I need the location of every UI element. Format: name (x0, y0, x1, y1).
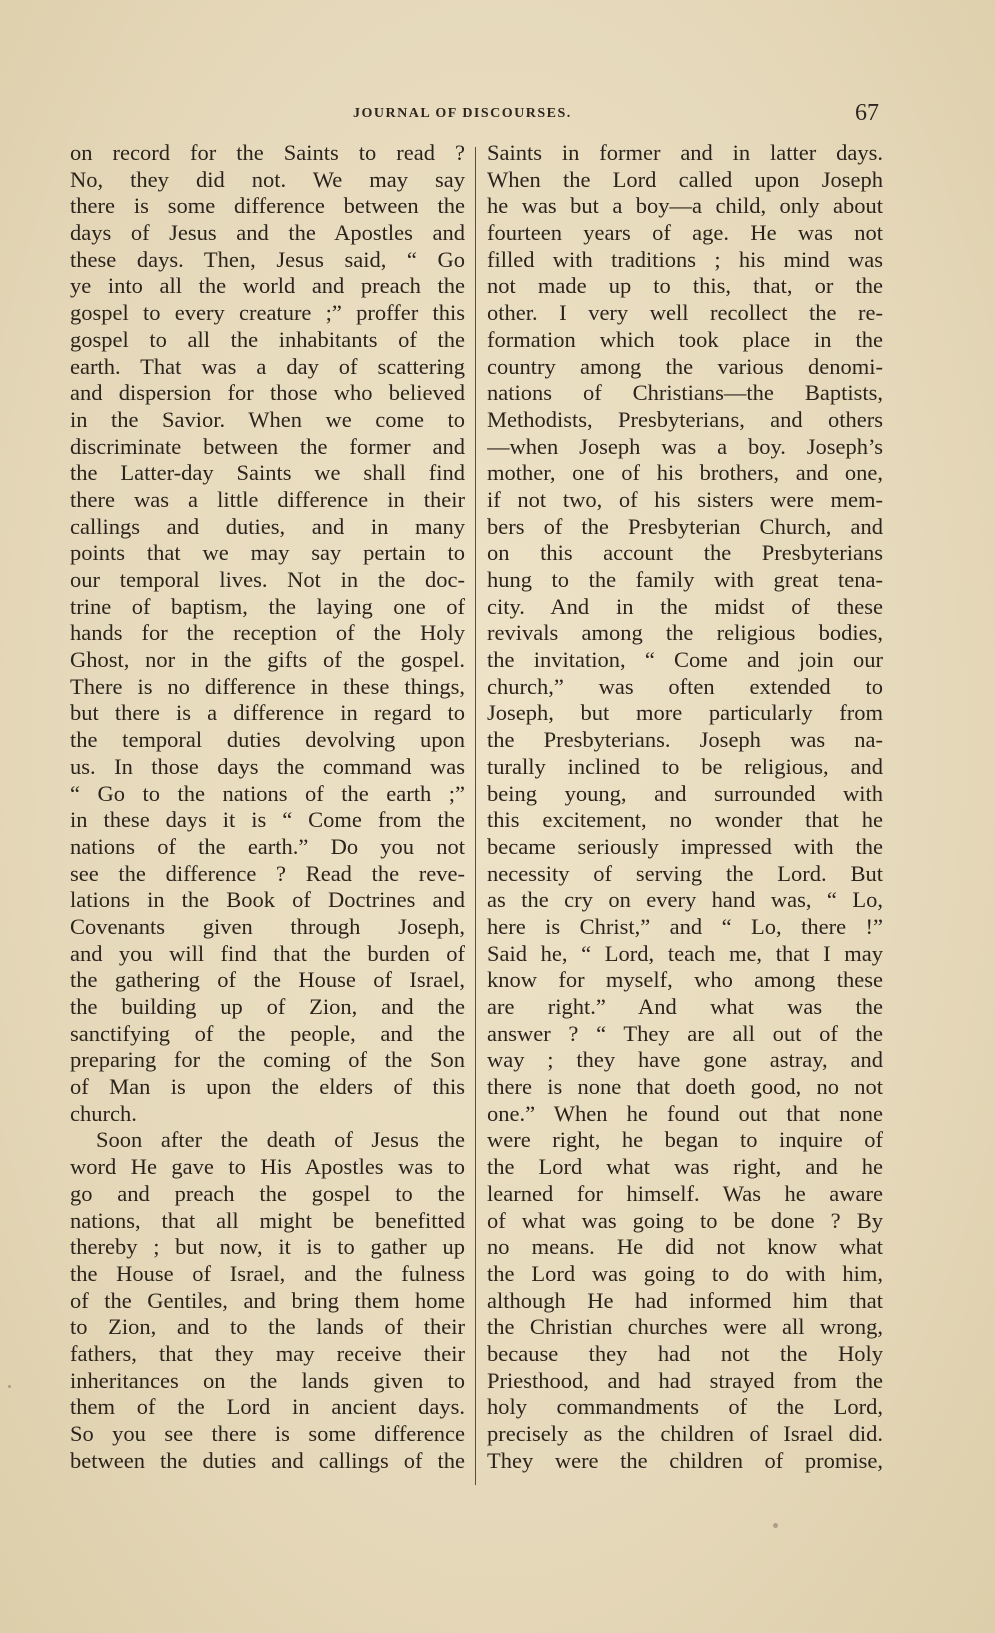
text-line: as the cry on every hand was, “ Lo, (487, 887, 883, 913)
running-title: JOURNAL OF DISCOURSES. (353, 106, 572, 121)
text-line: because they had not the Holy (487, 1340, 883, 1366)
text-line: the Presbyterians. Joseph was na- (487, 727, 883, 753)
text-line: Joseph, but more particularly from (487, 700, 883, 726)
text-line: “ Go to the nations of the earth ;” (70, 780, 465, 806)
text-line: in the Savior. When we come to (70, 406, 465, 432)
text-line: not made up to this, that, or the (487, 273, 883, 299)
text-line: When the Lord called upon Joseph (487, 166, 883, 192)
text-line: but there is a difference in regard to (70, 700, 465, 726)
text-line: the invitation, “ Come and join our (487, 647, 883, 673)
text-line: there was a little difference in their (70, 486, 465, 512)
text-line: Priesthood, and had strayed from the (487, 1367, 883, 1393)
text-line: of Man is upon the elders of this (70, 1074, 465, 1100)
text-line: precisely as the children of Israel did. (487, 1421, 883, 1446)
text-line: the Lord was going to do with him, (487, 1260, 883, 1286)
text-line: holy commandments of the Lord, (487, 1394, 883, 1420)
text-line: answer ? “ They are all out of the (487, 1020, 883, 1046)
text-line: although He had informed him that (487, 1287, 883, 1313)
text-line: this excitement, no wonder that he (487, 807, 883, 833)
text-line: fourteen years of age. He was not (487, 220, 883, 246)
text-line: hands for the reception of the Holy (70, 620, 465, 646)
text-line: became seriously impressed with the (487, 833, 883, 859)
text-line: necessity of serving the Lord. But (487, 860, 883, 886)
text-line: of the Gentiles, and bring them home (70, 1287, 465, 1313)
text-line: and dispersion for those who believed (70, 380, 465, 406)
right-column (487, 140, 883, 1474)
text-line: sanctifying of the people, and the (70, 1020, 465, 1046)
text-line: the House of Israel, and the fulness (70, 1260, 465, 1286)
text-line: there is some difference between the (70, 193, 465, 219)
text-line: no means. He did not know what (487, 1234, 883, 1260)
text-line: formation which took place in the (487, 326, 883, 352)
text-line: Soon after the death of Jesus the (96, 1127, 465, 1153)
text-line: word He gave to His Apostles was to (70, 1154, 465, 1180)
text-line: gospel to every creature ;” proffer this (70, 300, 465, 326)
text-line: the gathering of the House of Israel, (70, 967, 465, 993)
text-line: us. In those days the command was (70, 753, 465, 779)
text-line: on record for the Saints to read ? (70, 140, 465, 165)
text-line: them of the Lord in ancient days. (70, 1394, 465, 1420)
text-line: of what was going to be done ? By (487, 1207, 883, 1233)
text-line: mother, one of his brothers, and one, (487, 460, 883, 486)
text-line: on this account the Presbyterians (487, 540, 883, 566)
text-line: he was but a boy—a child, only about (487, 193, 883, 219)
text-line: Ghost, nor in the gifts of the gospel. (70, 647, 465, 673)
text-line: earth. That was a day of scattering (70, 353, 465, 379)
text-line: gospel to all the inhabitants of the (70, 326, 465, 352)
text-line: city. And in the midst of these (487, 593, 883, 619)
text-line: discriminate between the former and (70, 433, 465, 459)
text-line: church,” was often extended to (487, 673, 883, 699)
text-line: in these days it is “ Come from the (70, 807, 465, 833)
text-line: callings and duties, and in many (70, 513, 465, 539)
text-line: were right, he began to inquire of (487, 1127, 883, 1153)
text-line: trine of baptism, the laying one of (70, 593, 465, 619)
text-line: the Christian churches were all wrong, (487, 1314, 883, 1340)
text-line: lations in the Book of Doctrines and (70, 887, 465, 913)
text-line: church. (70, 1100, 137, 1126)
text-line: to Zion, and to the lands of their (70, 1314, 465, 1340)
text-line: points that we may say pertain to (70, 540, 465, 566)
text-line: Said he, “ Lord, teach me, that I may (487, 940, 883, 966)
text-line: nations, that all might be benefitted (70, 1207, 465, 1233)
text-line: other. I very well recollect the re- (487, 300, 883, 326)
text-line: our temporal lives. Not in the doc- (70, 567, 465, 592)
text-line: know for myself, who among these (487, 967, 883, 993)
column-divider (475, 147, 476, 1485)
text-line: if not two, of his sisters were mem- (487, 486, 883, 512)
text-line: —when Joseph was a boy. Joseph’s (487, 433, 883, 459)
text-line: the building up of Zion, and the (70, 994, 465, 1019)
text-line: hung to the family with great tena- (487, 567, 883, 592)
text-line: the temporal duties devolving upon (70, 727, 465, 753)
text-line: between the duties and callings of the (70, 1447, 465, 1473)
page-number: 67 (855, 100, 879, 126)
text-line: go and preach the gospel to the (70, 1180, 465, 1206)
text-line: here is Christ,” and “ Lo, there !” (487, 913, 883, 939)
text-line: one.” When he found out that none (487, 1100, 883, 1126)
text-line: preparing for the coming of the Son (70, 1047, 465, 1073)
text-line: Methodists, Presbyterians, and others (487, 406, 883, 432)
text-line: nations of Christians—the Baptists, (487, 380, 883, 406)
paper-speck (773, 1523, 778, 1528)
text-line: inheritances on the lands given to (70, 1367, 465, 1393)
text-line: Covenants given through Joseph, (70, 913, 465, 939)
text-line: ye into all the world and preach the (70, 273, 465, 299)
text-line: these days. Then, Jesus said, “ Go (70, 246, 465, 272)
text-line: being young, and surrounded with (487, 780, 883, 806)
text-line: revivals among the religious bodies, (487, 620, 883, 646)
text-line: No, they did not. We may say (70, 166, 465, 192)
text-line: learned for himself. Was he aware (487, 1180, 883, 1206)
text-line: the Latter-day Saints we shall find (70, 460, 465, 486)
text-line: They were the children of promise, (487, 1447, 883, 1473)
text-line: turally inclined to be religious, and (487, 753, 883, 779)
text-line: way ; they have gone astray, and (487, 1047, 883, 1073)
text-line: filled with traditions ; his mind was (487, 246, 883, 272)
text-line: days of Jesus and the Apostles and (70, 220, 465, 246)
text-line: country among the various denomi- (487, 353, 883, 379)
left-column (70, 140, 465, 1474)
text-line: and you will find that the burden of (70, 940, 465, 966)
text-line: the Lord what was right, and he (487, 1154, 883, 1180)
text-line: So you see there is some difference (70, 1421, 465, 1446)
text-line: are right.” And what was the (487, 994, 883, 1019)
text-line: bers of the Presbyterian Church, and (487, 513, 883, 539)
running-header (0, 100, 995, 130)
paper-speck (8, 1385, 11, 1388)
text-line: thereby ; but now, it is to gather up (70, 1234, 465, 1260)
text-line: nations of the earth.” Do you not (70, 833, 465, 859)
text-line: fathers, that they may receive their (70, 1340, 465, 1366)
text-line: see the difference ? Read the reve- (70, 860, 465, 886)
text-line: Saints in former and in latter days. (487, 140, 883, 165)
text-line: There is no difference in these things, (70, 673, 465, 699)
text-line: there is none that doeth good, no not (487, 1074, 883, 1100)
